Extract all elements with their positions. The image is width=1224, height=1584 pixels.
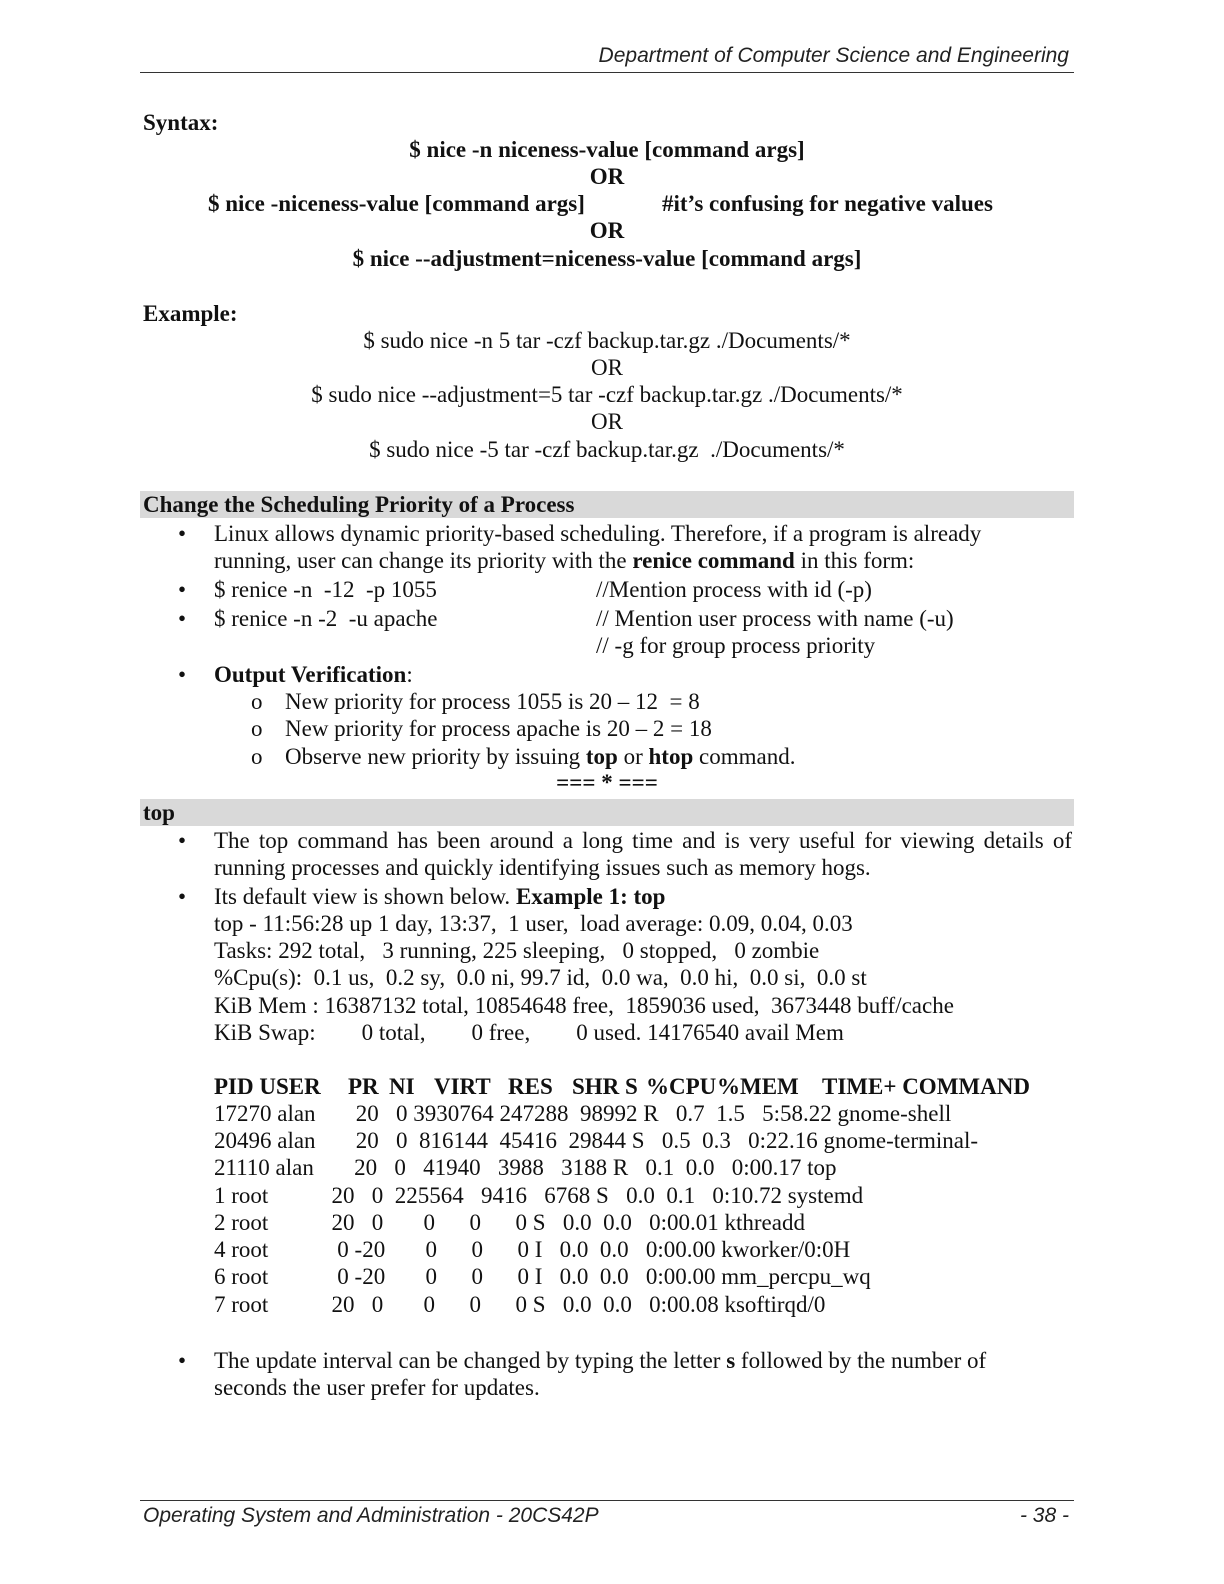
col-pr: PR bbox=[348, 1074, 379, 1099]
bullet-icon: • bbox=[178, 828, 187, 853]
col-virt: VIRT bbox=[434, 1074, 491, 1099]
process-row: 20496 alan 20 0 816144 45416 29844 S 0.5 0.3 0:22.16 gnome-terminal- bbox=[214, 1128, 979, 1153]
bullet-icon: • bbox=[178, 521, 187, 546]
verification-item-3: Observe new priority by issuing top or htop command. bbox=[285, 744, 796, 769]
syntax-line-3: $ nice --adjustment=niceness-value [command args] bbox=[352, 246, 862, 271]
renice-intro-line-2: running, user can change its priority with the renice command in this form: bbox=[214, 548, 915, 573]
bullet-icon: • bbox=[178, 577, 187, 602]
top-description-line-1: The top command has been around a long time and is very useful for viewing details of bbox=[214, 828, 1072, 853]
footer-page-number: - 38 - bbox=[1019, 1504, 1069, 1527]
col-time-command: TIME+ COMMAND bbox=[822, 1074, 1030, 1099]
top-summary-line: KiB Swap: 0 total, 0 free, 0 used. 14176540 avail Mem bbox=[214, 1020, 844, 1045]
syntax-line-1: $ nice -n niceness-value [command args] bbox=[409, 137, 805, 162]
sub-bullet-icon: o bbox=[251, 716, 263, 741]
example-or-1: OR bbox=[591, 355, 623, 380]
top-summary-line: %Cpu(s): 0.1 us, 0.2 sy, 0.0 ni, 99.7 id, 0.0 wa, 0.0 hi, 0.0 si, 0.0 st bbox=[214, 965, 867, 990]
syntax-line-2-comment: #it’s confusing for negative values bbox=[662, 191, 993, 216]
process-row: 17270 alan 20 0 3930764 247288 98992 R 0.7 1.5 5:58.22 gnome-shell bbox=[214, 1101, 952, 1126]
top-summary-line: top - 11:56:28 up 1 day, 13:37, 1 user, load average: 0.09, 0.04, 0.03 bbox=[214, 911, 853, 936]
update-interval-line-1: The update interval can be changed by typing the letter s followed by the number of bbox=[214, 1348, 987, 1373]
bullet-icon: • bbox=[178, 1348, 187, 1373]
process-row: 1 root 20 0 225564 9416 6768 S 0.0 0.1 0:10.72 systemd bbox=[214, 1183, 864, 1208]
col-mem: %MEM bbox=[717, 1074, 799, 1099]
example-line-3: $ sudo nice -5 tar -czf backup.tar.gz ./Documents/* bbox=[369, 437, 845, 462]
verification-item-2: New priority for process apache is 20 – 2 = 18 bbox=[285, 716, 712, 741]
syntax-or-2: OR bbox=[589, 218, 625, 243]
verification-item-1: New priority for process 1055 is 20 – 12 = 8 bbox=[285, 689, 700, 714]
syntax-or-1: OR bbox=[589, 164, 625, 189]
bullet-icon: • bbox=[178, 884, 187, 909]
process-row: 6 root 0 -20 0 0 0 I 0.0 0.0 0:00.00 mm_percpu_wq bbox=[214, 1264, 871, 1289]
col-cpu: %CPU bbox=[646, 1074, 717, 1099]
renice-command-1-comment: //Mention process with id (-p) bbox=[596, 577, 872, 602]
renice-command-2: $ renice -n -2 -u apache bbox=[214, 606, 438, 631]
footer-course-title: Operating System and Administration - 20CS42P bbox=[143, 1504, 599, 1527]
example-line-2: $ sudo nice --adjustment=5 tar -czf backup.tar.gz ./Documents/* bbox=[311, 382, 903, 407]
col-res: RES bbox=[508, 1074, 553, 1099]
process-row: 21110 alan 20 0 41940 3988 3188 R 0.1 0.0 0:00.17 top bbox=[214, 1155, 837, 1180]
example-or-2: OR bbox=[591, 409, 623, 434]
bullet-icon: • bbox=[178, 662, 187, 687]
process-row: 2 root 20 0 0 0 0 S 0.0 0.0 0:00.01 kthreadd bbox=[214, 1210, 805, 1235]
process-row: 7 root 20 0 0 0 0 S 0.0 0.0 0:00.08 ksoftirqd/0 bbox=[214, 1292, 826, 1317]
col-pid-user: PID USER bbox=[214, 1074, 321, 1099]
output-verification-heading: Output Verification: bbox=[214, 662, 413, 687]
top-summary-line: Tasks: 292 total, 3 running, 225 sleeping, 0 stopped, 0 zombie bbox=[214, 938, 820, 963]
update-interval-line-2: seconds the user prefer for updates. bbox=[214, 1375, 540, 1400]
top-default-view-text: Its default view is shown below. Example 1: top bbox=[214, 884, 666, 909]
renice-intro-line-1: Linux allows dynamic priority-based scheduling. Therefore, if a program is already bbox=[214, 521, 982, 546]
section-title-renice: Change the Scheduling Priority of a Process bbox=[140, 491, 1074, 518]
example-label: Example: bbox=[143, 301, 238, 326]
col-ni: NI bbox=[389, 1074, 415, 1099]
sub-bullet-icon: o bbox=[251, 744, 263, 769]
renice-group-comment: // -g for group process priority bbox=[596, 633, 876, 658]
section-title-top: top bbox=[140, 799, 1074, 826]
syntax-line-2: $ nice -niceness-value [command args] bbox=[208, 191, 585, 216]
renice-command-1: $ renice -n -12 -p 1055 bbox=[214, 577, 437, 602]
bullet-icon: • bbox=[178, 606, 187, 631]
col-shr-s: SHR S bbox=[572, 1074, 638, 1099]
syntax-label: Syntax: bbox=[143, 110, 219, 135]
footer-divider bbox=[140, 1500, 1074, 1501]
page-header-title: Department of Computer Science and Engineering bbox=[598, 44, 1069, 67]
top-summary-line: KiB Mem : 16387132 total, 10854648 free, 1859036 used, 3673448 buff/cache bbox=[214, 993, 954, 1018]
top-description-line-2: running processes and quickly identifying issues such as memory hogs. bbox=[214, 855, 871, 880]
renice-command-2-comment: // Mention user process with name (-u) bbox=[596, 606, 954, 631]
header-divider bbox=[140, 72, 1074, 73]
example-line-1: $ sudo nice -n 5 tar -czf backup.tar.gz ./Documents/* bbox=[363, 328, 851, 353]
section-separator: === * === bbox=[556, 770, 658, 795]
sub-bullet-icon: o bbox=[251, 689, 263, 714]
process-row: 4 root 0 -20 0 0 0 I 0.0 0.0 0:00.00 kworker/0:0H bbox=[214, 1237, 851, 1262]
